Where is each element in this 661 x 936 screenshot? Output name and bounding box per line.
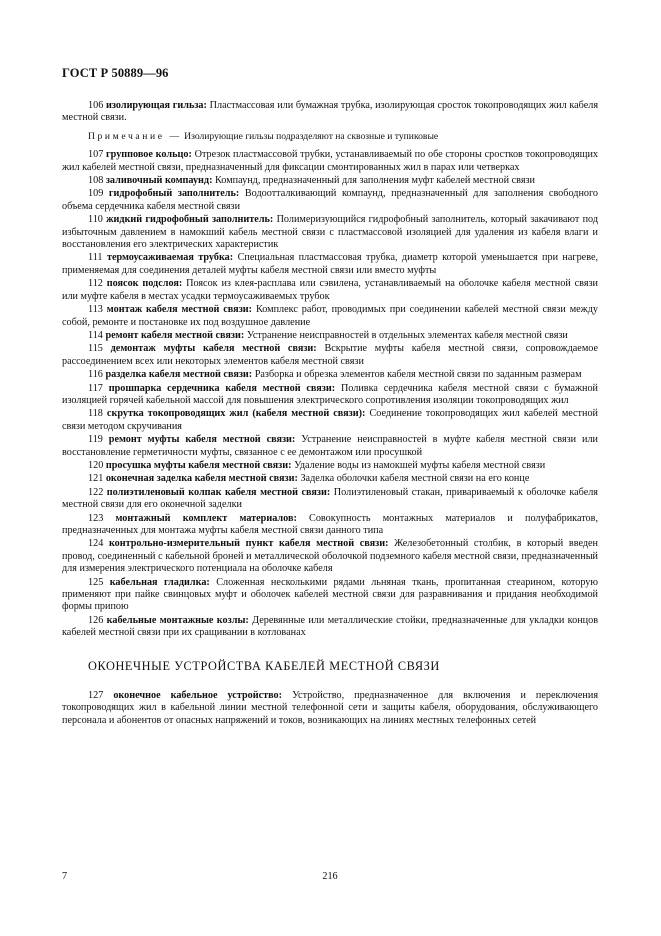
- term-entry: [62, 330, 598, 342]
- term-entry: [62, 149, 598, 174]
- term-entry: [62, 577, 598, 614]
- term-entry: [62, 369, 598, 381]
- entry-definition: Вскрытие муфты кабеля местной связи, сопровождаемое рассоединением всех или некоторых элементов кабеля местной связи: [62, 343, 599, 367]
- entry-number: 106: [88, 100, 104, 111]
- entry-term: демонтаж муфты кабеля местной связи:: [110, 343, 317, 355]
- entry-term: поясок подслоя:: [106, 278, 183, 290]
- term-entry: [62, 383, 598, 408]
- entry-definition: Соединение токопроводящих жил кабелей местной связи методом скручивания: [62, 408, 599, 432]
- entry-definition: Заделка оболочки кабеля местной связи на его конце: [300, 473, 530, 485]
- entry-term: оконечное кабельное устройство:: [113, 690, 283, 702]
- entry-definition: Полимеризующийся гидрофобный заполнитель, который закачивают под избыточным давлением в намокший кабель местной связи с пластмассовой изоляцией для удаления из кабеля влаги и восстановления его электрических характеристик: [62, 214, 599, 251]
- term-entry: [62, 343, 598, 368]
- entry-term: оконечная заделка кабеля местной связи:: [105, 473, 298, 485]
- entry-number: 108: [88, 175, 104, 187]
- entry-list: [62, 690, 598, 727]
- entry-term: заливочный компаунд:: [105, 175, 213, 187]
- term-entry: [62, 278, 598, 303]
- entry-term: изолирующая гильза:: [105, 100, 207, 111]
- entry-definition: Пластмассовая или бумажная трубка, изолирующая сросток токопроводящих жил кабеля местной связи.: [62, 100, 599, 124]
- term-entry: [62, 460, 598, 472]
- entry-number: 115: [88, 343, 103, 355]
- entry-term: жидкий гидрофобный заполнитель:: [106, 214, 274, 226]
- entry-number: 119: [88, 434, 103, 446]
- entry-list: [62, 149, 598, 639]
- entry-number: 127: [88, 690, 104, 702]
- entry-term: монтаж кабеля местной связи:: [106, 304, 253, 316]
- entry-number: 120: [88, 459, 104, 471]
- term-entry: [62, 408, 598, 433]
- note-text: Изолирующие гильзы подразделяют на сквозные и тупиковые: [184, 130, 439, 142]
- entry-definition: Сложенная несколькими рядами льняная ткань, пропитанная стеарином, которую применяют при пайке свинцовых муфт и оболочек кабелей местной связи для разравнивания и придания необходимой формы припою: [62, 576, 598, 613]
- entry-definition: Комплекс работ, проводимых при соединении кабелей местной связи между собой, ремонте и постановке их под воздушное давление: [62, 304, 598, 328]
- page-number: 216: [322, 871, 338, 882]
- entry-definition: Устройство, предназначенное для включения и переключения токопроводящих жил в кабельной линии местной телефонной сети и защиты кабеля, оборудования, обслуживающего персонала и абонентов от опасных напряжений и токов, возникающих на линиях местных телефонных сетей: [62, 690, 599, 726]
- term-entry: [62, 473, 598, 485]
- entry-term: кабельная гладилка:: [109, 576, 210, 588]
- entry-definition: Устранение неисправностей в муфте кабеля местной связи или восстановление герметичности муфты, связанное с ее демонтажом или просушкой: [62, 434, 598, 458]
- entry-term: разделка кабеля местной связи:: [105, 369, 253, 381]
- entry-number: 110: [88, 214, 103, 226]
- entry-term: термоусаживаемая трубка:: [106, 252, 234, 264]
- entry-term: гидрофобный заполнитель:: [108, 188, 240, 200]
- entry-term: ремонт кабеля местной связи:: [105, 329, 245, 341]
- document-header: ГОСТ Р 50889—96: [62, 66, 169, 80]
- term-entry: [62, 252, 598, 277]
- entry-term: полиэтиленовый колпак кабеля местной связи:: [106, 486, 331, 498]
- entry-definition: Железобетонный столбик, в который введен провод, соединенный с кабельной броней и металлической оболочкой подземного кабеля местной связи, предназначенный для измерения электрического потенциала на оболочке кабеля: [62, 538, 598, 575]
- entry-number: 114: [88, 329, 103, 341]
- entry-definition: Поливка сердечника кабеля местной связи с бумажной изоляцией горячей кабельной массой для повышения электрического сопротивления изоляции токопроводящих жил: [62, 382, 599, 406]
- term-entry: [62, 304, 598, 329]
- footer-sheet-number: 7: [62, 871, 68, 882]
- entry-number: 116: [88, 369, 103, 381]
- entry-number: 109: [88, 188, 104, 200]
- entry-definition: Полиэтиленовый стакан, привариваемый к оболочке кабеля местной связи для его оконечной заделки: [62, 486, 598, 511]
- note: [62, 131, 598, 143]
- term-entry: [62, 513, 598, 538]
- document-page: [62, 0, 598, 936]
- entry-definition: Поясок из клея-расплава или сэвилена, устанавливаемый на оболочке кабеля местной связи или муфте кабеля в местах усадки термоусаживаемых трубок: [62, 278, 599, 302]
- entry-definition: Удаление воды из намокшей муфты кабеля местной связи: [294, 459, 546, 471]
- entry-number: 126: [88, 614, 104, 626]
- entry-number: 121: [88, 473, 104, 485]
- term-entry: [62, 487, 598, 512]
- entry-term: групповое кольцо:: [106, 149, 192, 161]
- entry-definition: Совокупность монтажных материалов и полуфабрикатов, предназначенных для монтажа муфты кабеля местной связи данного типа: [62, 512, 598, 536]
- entry-list: [62, 100, 598, 125]
- term-entry: [62, 538, 598, 575]
- entry-term: ремонт муфты кабеля местной связи:: [108, 434, 296, 446]
- entry-term: монтажный комплект материалов:: [115, 512, 297, 524]
- entry-number: 117: [88, 382, 103, 394]
- term-entry: [62, 434, 598, 459]
- entry-definition: Отрезок пластмассовой трубки, устанавливаемый по обе стороны сростков токопроводящих жил кабелей местной связи, предназначенный для фиксации смонтированных жил в парах или четверках: [62, 149, 598, 173]
- term-entry: [62, 100, 598, 125]
- entry-term: прошпарка сердечника кабеля местной связи:: [108, 382, 336, 394]
- entry-term: кабельные монтажные козлы:: [106, 614, 249, 626]
- entry-definition: Компаунд, предназначенный для заполнения муфт кабелей местной связи: [215, 175, 535, 187]
- term-entry: [62, 175, 598, 187]
- entry-number: 124: [88, 538, 104, 550]
- entry-number: 122: [88, 486, 104, 498]
- entry-number: 123: [88, 512, 104, 524]
- note-label: Примечание —: [88, 130, 182, 142]
- term-entry: [62, 690, 598, 727]
- entry-number: 112: [88, 278, 103, 290]
- term-entry: [62, 214, 598, 251]
- entry-definition: Деревянные или металлические стойки, предназначенные для укладки концов кабелей местной связи при их сращивании в котлованах: [62, 614, 599, 639]
- entry-term: контрольно-измерительный пункт кабеля местной связи:: [108, 538, 389, 550]
- entry-term: просушка муфты кабеля местной связи:: [105, 459, 292, 471]
- entry-number: 107: [88, 149, 104, 161]
- entry-definition: Специальная пластмассовая трубка, диаметр которой уменьшается при нагреве, применяемая для соединения деталей муфты кабеля местной связи или вместо муфты: [62, 252, 599, 276]
- entry-number: 113: [88, 304, 103, 316]
- entry-definition: Разборка и обрезка элементов кабеля местной связи по заданным размерам: [254, 369, 582, 381]
- document-body: [62, 100, 598, 728]
- section-title: ОКОНЕЧНЫЕ УСТРОЙСТВА КАБЕЛЕЙ МЕСТНОЙ СВЯЗИ: [88, 658, 440, 673]
- entry-number: 118: [88, 408, 103, 420]
- term-entry: [62, 615, 598, 640]
- entry-definition: Устранение неисправностей в отдельных элементах кабеля местной связи: [246, 329, 568, 341]
- term-entry: [62, 188, 598, 213]
- entry-definition: Водоотталкивающий компаунд, предназначенный для заполнения свободного объема сердечника кабеля местной связи: [62, 188, 599, 212]
- entry-term: скрутка токопроводящих жил (кабеля местной связи):: [106, 408, 366, 420]
- entry-number: 125: [88, 576, 104, 588]
- entry-number: 111: [88, 252, 103, 264]
